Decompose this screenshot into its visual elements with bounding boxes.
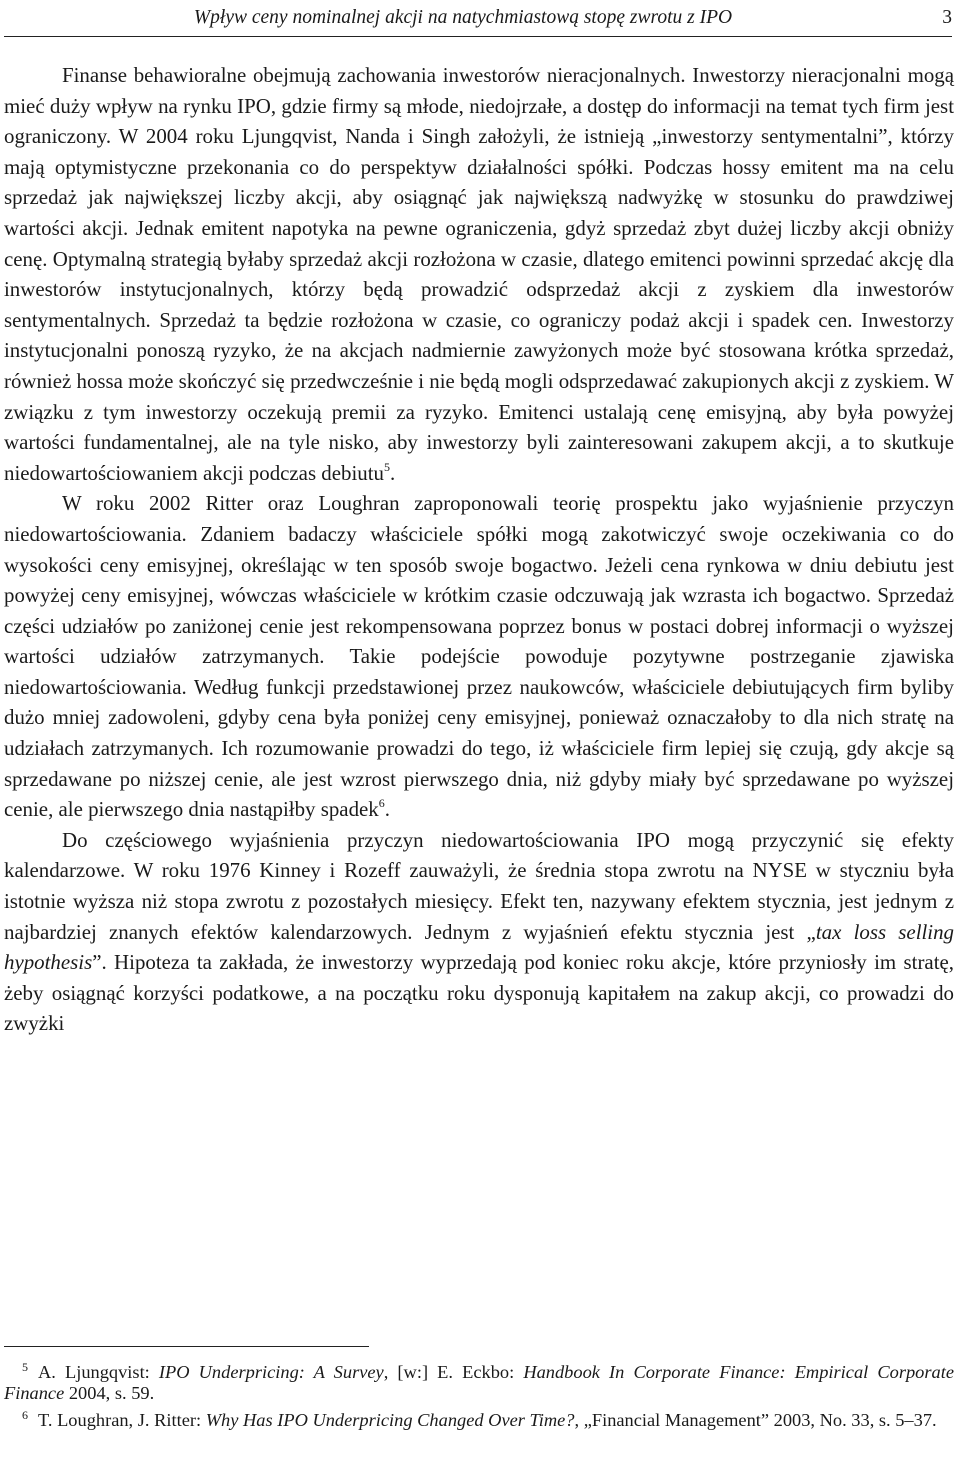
- footnote-6: [4, 1410, 954, 1431]
- footnote-6-text-b: , „Financial Management” 2003, No. 33, s. 5–37.: [574, 1410, 937, 1431]
- footnotes: [4, 1362, 954, 1438]
- footnote-number: 6: [22, 1408, 28, 1423]
- paragraph-2-end: .: [384, 797, 390, 822]
- footnote-5-text-b: , [w:] E. Eckbo:: [383, 1362, 524, 1382]
- paragraph-3-italic-term: tax loss selling hypothesis: [4, 919, 954, 975]
- paragraph-1-end: .: [389, 460, 396, 485]
- paragraph-3-text-a: Do częściowego wyjaśnienia przyczyn niedowartościowania IPO mogą przyczynić się efekty kalendarzowe. W roku 1976 Kinney i Rozeff zauważyli, że średnia stopa zwrotu na NYSE w styczniu była istotnie wyższa niż stopa zwrotu z pozostałych miesięcy. Efekt ten, nazywany efektem stycznia, jest jednym z najbardziej znanych efektów kalendarzowych. Jednym z wyjaśnień efektu stycznia jest „: [4, 827, 954, 944]
- running-title: Wpływ ceny nominalnej akcji na natychmiastową stopę zwrotu z IPO: [193, 7, 733, 28]
- paragraph-3-text-b: ”. Hipoteza ta zakłada, że inwestorzy wyprzedają pod koniec roku akcje, które przyniosły im stratę, żeby osiągnąć korzyści podatkowe, a na początku roku dysponują kapitałem na zakup akcji, co prowadzi do zwyżki: [4, 950, 954, 1036]
- footnote-number: 5: [22, 1360, 28, 1374]
- paragraph-2-text: W roku 2002 Ritter oraz Loughran zaproponowali teorię prospektu jako wyjaśnienie przyczyn niedowartościowania. Zdaniem badaczy właściciele spółki mogą zakotwiczyć swoje oczekiwania co do wysokości ceny emisyjnej, określając w ten sposób swoje bogactwo. Jeżeli cena rynkowa w dniu debiutu jest powyżej ceny emisyjnej, wówczas właściciele w krótkim czasie odczuwają jak wzrasta ich bogactwo. Sprzedaż części udziałów po zaniżonej cenie jest rekompensowana poprzez bonus w postaci dobrej informacji o wyższej wartości udziałów zatrzymanych. Takie podejście powoduje pozytywne postrzeganie zjawiska niedowartościowania. Według funkcji przedstawionej przez naukowców, właściciele debiutujących firm byliby dużo mniej zadowoleni, gdyby cena była poniżej ceny emisyjnej, ponieważ oznaczałoby to dla nich stratę na udziałach zatrzymanych. Ich rozumowanie prowadzi do tego, iż właściciele firm lepiej się czują, gdy akcje są sprzedawane po niższej cenie, ale jest wzrost pierwszego dnia, niż gdyby miały być sprzedawane po wyższej cenie, ale pierwszego dnia nastąpiłby spadek: [4, 491, 954, 822]
- footnote-divider: [4, 1346, 369, 1347]
- paragraph-1-text: Finanse behawioralne obejmują zachowania inwestorów nieracjonalnych. Inwestorzy nieracjonalni mogą mieć duży wpływ na rynku IPO, gdzie firmy są młode, niedojrzałe, a dostęp do informacji na temat tych firm jest ograniczony. W 2004 roku Ljungqvist, Nanda i Singh założyli, że istnieją „inwestorzy sentymentalni”, którzy mają optymistyczne przekonania co do perspektyw działalności spółki. Podczas hossy emitent ma na celu sprzedaż jak największej liczby akcji, aby osiągnąć jak największą nadwyżkę w stosunku do prawdziwej wartości akcji. Jednak emitent napotyka na pewne ograniczenia, gdyż sprzedaż zbyt dużej liczby akcji obniży cenę. Optymalną strategią byłaby sprzedaż akcji rozłożona w czasie, dlatego emitenci powinni sprzedać akcję dla inwestorów instytucjonalnych, którzy będą prowadzić odsprzedaż akcji z zyskiem dla inwestorów sentymentalnych. Sprzedaż ta będzie rozłożona w czasie, co ograniczy podaż akcji i spadek cen. Inwestorzy instytucjonalni ponoszą ryzyko, że na akcjach nadmiernie zawyżonych może być stosowana krótka sprzedaż, również hossa może skończyć się przedwcześnie i nie będą mogli odsprzedawać zakupionych akcji z zyskiem. W związku z tym inwestorzy oczekują premii za ryzyko. Emitenci ustalają cenę emisyjną, aby była powyżej wartości fundamentalnej, ale na tyle nisko, aby inwestorzy byli zainteresowani zakupem akcji, a to skutkuje niedowartościowaniem akcji podczas debiutu: [4, 63, 954, 485]
- footnote-5-title-1: IPO Underpricing: A Survey: [158, 1362, 384, 1382]
- page-number: 3: [942, 7, 952, 28]
- footnote-5-title-2: Handbook In Corporate Finance: Empirical Corporate Finance: [4, 1362, 954, 1404]
- paragraph-1: [4, 60, 954, 488]
- footnote-ref-6[interactable]: 6: [378, 796, 385, 811]
- footnote-5-text-a: A. Ljungqvist:: [38, 1362, 159, 1382]
- footnote-6-title: Why Has IPO Underpricing Changed Over Time?: [205, 1410, 575, 1431]
- running-header: [4, 0, 952, 37]
- footnote-5: [4, 1362, 954, 1404]
- footnote-ref-5[interactable]: 5: [383, 459, 390, 474]
- body-text: [4, 60, 954, 1039]
- footnote-5-text-c: 2004, s. 59.: [64, 1383, 155, 1404]
- paragraph-2: [4, 488, 954, 825]
- footnote-6-text-a: T. Loughran, J. Ritter:: [38, 1410, 206, 1431]
- paragraph-3: [4, 825, 954, 1039]
